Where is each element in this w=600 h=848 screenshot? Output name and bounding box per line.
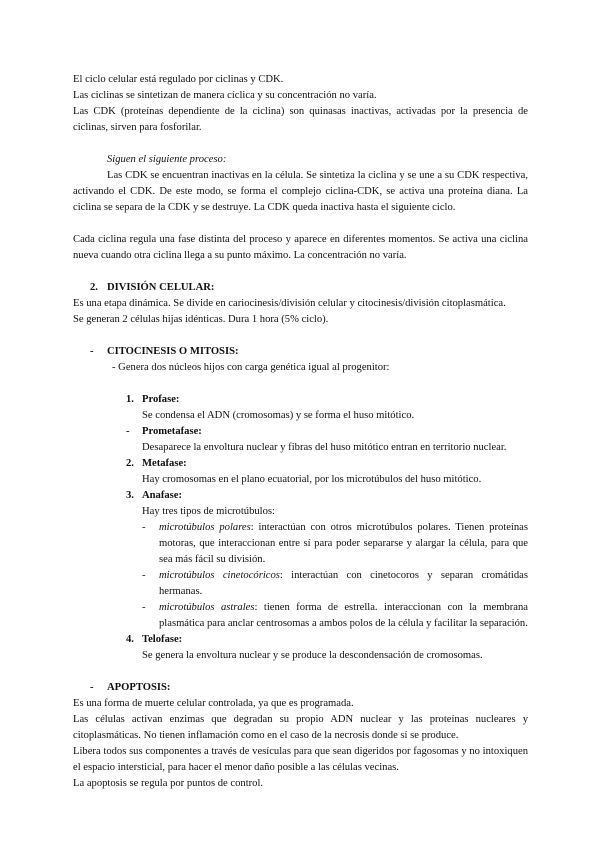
microtubule-text: : interactúan con cinetocoros y separan cromátidas hermanas. [159, 570, 528, 597]
mitosis-subline: - Genera dos núcleos hijos con carga genética igual al progenitor: [112, 362, 390, 373]
section-number: 2. [90, 282, 98, 293]
apoptosis-line-1: Es una forma de muerte celular controlada, ya que es programada. [73, 698, 354, 709]
phase-marker: - [126, 426, 130, 437]
phase-marker: 4. [126, 634, 134, 645]
phase-title: Anafase: [142, 490, 183, 501]
phase-title: Metafase: [142, 458, 187, 469]
process-heading: Siguen el siguiente proceso: [107, 154, 227, 165]
phase-text: Se genera la envoltura nuclear y se produce la descondensación de cromosomas. [142, 650, 483, 661]
microtubule-polar [142, 520, 528, 568]
document-page [73, 72, 528, 792]
apoptosis-dash: - [90, 682, 94, 693]
microtubule-term: microtúbulos polares [159, 522, 251, 533]
section-line-1: Es una etapa dinámica. Se divide en cariocinesis/división celular y citocinesis/división citoplasmática. [73, 298, 506, 309]
microtubule-text: : interactúan con otros microtúbulos polares. Tienen proteínas motoras, que interaccionan entre sí para poder separarse y alargar la célula, para que sea más fácil su división. [159, 522, 528, 565]
bullet-dash: - [142, 570, 146, 581]
intro-line-3: Las CDK (proteínas dependiente de la ciclina) son quinasas inactivas, activadas por la presencia de ciclinas, sirven para fosforilar. [73, 106, 528, 133]
bullet-dash: - [142, 522, 146, 533]
apoptosis-heading [90, 680, 528, 696]
phase-marker: 3. [126, 490, 134, 501]
apoptosis-line-3: Libera todos sus componentes a través de vesículas para que sean digeridos por fagosomas y no intoxiquen el espacio intersticial, para hacer el menor daño posible a las células vecinas. [73, 746, 528, 773]
process-text: Las CDK se encuentran inactivas en la célula. Se sintetiza la ciclina y se une a su CDK respectiva, activando el CDK. De este modo, se forma el complejo ciclina-CDK, se activa una proteína diana. La ciclina se separa de la CDK y se destruye. La CDK queda inactiva hasta el siguiente ciclo. [73, 170, 528, 213]
phase-text: Se condensa el ADN (cromosomas) y se forma el huso mitótico. [142, 410, 415, 421]
section-line-2: Se generan 2 células hijas idénticas. Dura 1 hora (5% ciclo). [73, 314, 329, 325]
apoptosis-line-2: Las células activan enzimas que degradan su propio ADN nuclear y las proteínas nucleares y citoplasmáticas. No tienen inflamación como en el caso de la necrosis donde sí se produce. [73, 714, 528, 741]
phase-prometafase [126, 424, 528, 440]
cyclin-note: Cada ciclina regula una fase distinta del proceso y aparece en diferentes momentos. Se activa una ciclina nueva cuando otra ciclina llega a su punto máximo. La concentración no varía. [73, 234, 528, 261]
section-heading-division [90, 280, 528, 296]
microtubule-text: : tienen forma de estrella. interaccionan con la membrana plasmática para anclar centrosomas a ambos polos de la célula y facilitar la separación. [159, 602, 528, 629]
intro-line-1: El ciclo celular está regulado por ciclinas y CDK. [73, 74, 284, 85]
apoptosis-title: APOPTOSIS: [107, 682, 171, 693]
phase-text: Hay tres tipos de microtúbulos: [142, 506, 275, 517]
microtubule-kinetochore [142, 568, 528, 600]
phase-title: Telofase: [142, 634, 183, 645]
section-title: DIVISIÓN CELULAR: [107, 282, 215, 293]
microtubule-astral [142, 600, 528, 632]
phase-profase [126, 392, 528, 408]
apoptosis-line-4: La apoptosis se regula por puntos de control. [73, 778, 264, 789]
phase-metafase [126, 456, 528, 472]
phase-marker: 2. [126, 458, 134, 469]
phase-anafase [126, 488, 528, 504]
phase-telofase [126, 632, 528, 648]
phase-text: Desaparece la envoltura nuclear y fibras del huso mitótico entran en territorio nuclear. [142, 442, 507, 453]
phase-text: Hay cromosomas en el plano ecuatorial, por los microtúbulos del huso mitótico. [142, 474, 482, 485]
bullet-dash: - [142, 602, 146, 613]
intro-line-2: Las ciclinas se sintetizan de manera cíclica y su concentración no varía. [73, 90, 377, 101]
mitosis-title: CITOCINESIS O MITOSIS: [107, 346, 239, 357]
microtubule-term: microtúbulos cinetocóricos [159, 570, 280, 581]
phase-title: Prometafase: [142, 426, 202, 437]
mitosis-dash: - [90, 346, 94, 357]
phase-title: Profase: [142, 394, 180, 405]
microtubule-term: microtúbulos astrales [159, 602, 255, 613]
phase-marker: 1. [126, 394, 134, 405]
mitosis-heading [90, 344, 528, 360]
